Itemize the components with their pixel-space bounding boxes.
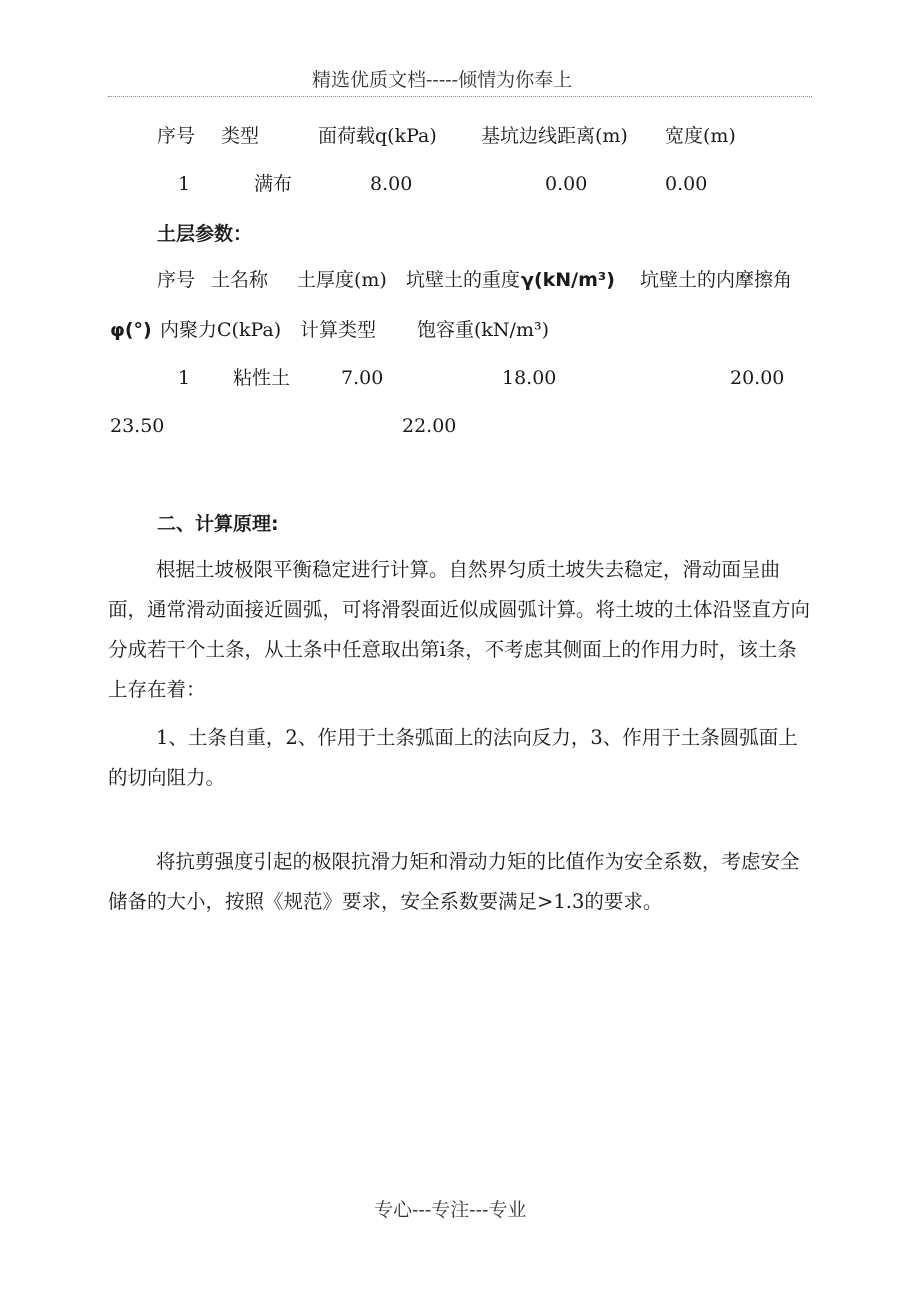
- soil-cell-friction-angle: 20.00: [730, 367, 785, 389]
- soil-cell-cohesion: 23.50: [110, 415, 165, 437]
- soil-header-name: 土名称: [211, 269, 269, 291]
- soil-header-calc-type: 计算类型: [300, 319, 377, 341]
- load-header-surface-load: 面荷载q(kPa): [318, 125, 437, 147]
- soil-header-friction-angle: 坑壁土的内摩擦角: [640, 269, 793, 291]
- soil-header-thickness: 土厚度(m): [297, 269, 387, 291]
- load-header-type: 类型: [221, 125, 260, 147]
- soil-header-phi: φ(°): [110, 319, 152, 341]
- soil-header-gamma-unit: γ(kN/m³): [521, 269, 615, 291]
- paragraph-forces: 1、土条自重，2、作用于土条弧面上的法向反力，3、作用于土条圆弧面上的切向阻力。: [108, 726, 798, 789]
- page-header: 精选优质文档-----倾情为你奉上: [312, 69, 573, 91]
- load-cell-no: 1: [178, 173, 191, 195]
- load-cell-surface-load: 8.00: [370, 173, 413, 195]
- soil-cell-no: 1: [178, 367, 191, 389]
- soil-cell-thickness: 7.00: [341, 367, 384, 389]
- soil-cell-unit-weight: 18.00: [502, 367, 557, 389]
- load-header-edge-distance: 基坑边线距离(m): [481, 125, 628, 147]
- load-cell-width: 0.00: [665, 173, 708, 195]
- page-footer: 专心---专注---专业: [374, 1199, 527, 1221]
- soil-cell-saturated-weight: 22.00: [402, 415, 457, 437]
- load-header-width: 宽度(m): [665, 125, 736, 147]
- soil-header-cohesion: 内聚力C(kPa): [160, 319, 282, 341]
- load-header-no: 序号: [157, 125, 196, 147]
- paragraph-safety-factor: 将抗剪强度引起的极限抗滑力矩和滑动力矩的比值作为安全系数，考虑安全储备的大小，按照《规范》要求，安全系数要满足>1.3的要求。: [108, 850, 800, 913]
- soil-header-no: 序号: [157, 269, 196, 291]
- load-cell-type: 满布: [254, 173, 293, 195]
- header-divider: [108, 96, 812, 97]
- section-heading-calc-principle: 二、计算原理:: [157, 513, 279, 535]
- paragraph-principle: 根据土坡极限平衡稳定进行计算。自然界匀质土坡失去稳定，滑动面呈曲面，通常滑动面接近圆弧，可将滑裂面近似成圆弧计算。将土坡的土体沿竖直方向分成若干个土条，从土条中任意取出第i条，不考虑其侧面上的作用力时，该土条上存在着：: [108, 558, 811, 701]
- soil-params-heading: 土层参数：: [157, 223, 253, 245]
- soil-header-saturated-weight: 饱容重(kN/m³): [417, 319, 549, 341]
- load-cell-edge-distance: 0.00: [545, 173, 588, 195]
- soil-cell-name: 粘性土: [233, 367, 291, 389]
- soil-header-unit-weight: 坑壁土的重度: [406, 269, 521, 291]
